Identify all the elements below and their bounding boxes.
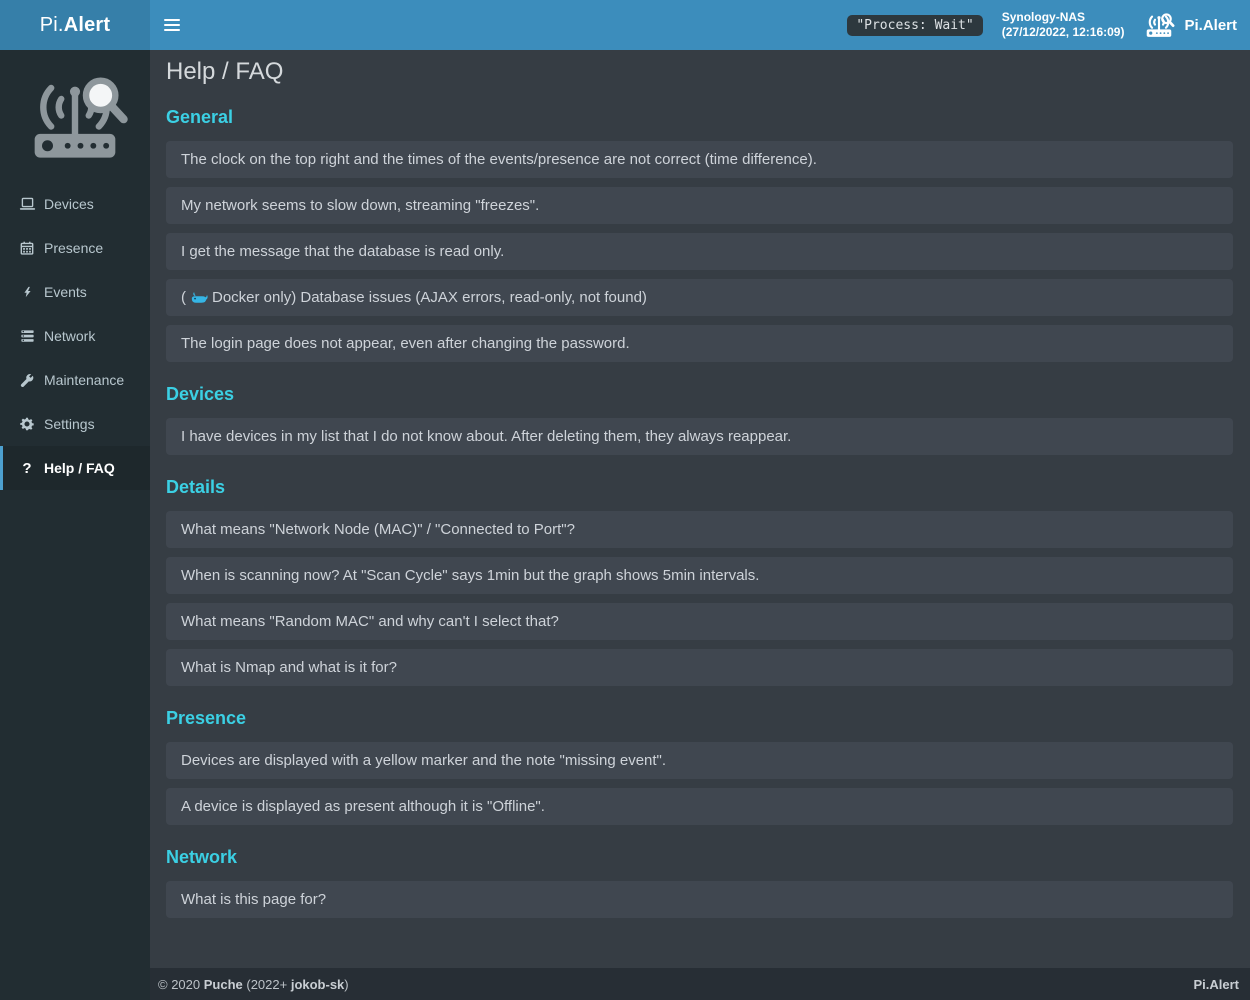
sidebar-item-label: Maintenance [44,372,125,388]
calendar-icon [17,241,37,255]
docker-whale-icon [190,291,208,305]
question-text: Docker only) Database issues (AJAX errors, read-only, not found) [212,289,647,306]
faq-question[interactable] [166,233,1233,270]
faq-question[interactable] [166,742,1233,779]
page-title: Help / FAQ [166,58,284,85]
faq-section-details [166,478,1233,686]
question-text: The login page does not appear, even after changing the password. [181,335,630,352]
content-area [150,50,1250,968]
footer-link-puche[interactable]: Puche [203,976,243,992]
footer [150,968,1250,1000]
question-icon: ? [22,459,32,477]
laptop-icon [17,197,37,211]
pialert-router-icon [1143,8,1175,42]
faq-section-title: Presence [166,708,247,728]
faq-section-general [166,108,1233,362]
sidebar-item-network[interactable] [0,314,150,358]
question-text: What means "Network Node (MAC)" / "Connected to Port"? [181,521,575,538]
sidebar-item-presence[interactable] [0,226,150,270]
faq-section-network [166,848,1233,918]
top-navbar [150,0,1250,50]
network-icon [17,329,37,343]
faq-section-title: General [166,107,234,127]
question-text: The clock on the top right and the times of the events/presence are not correct (time difference). [181,151,817,168]
faq-question[interactable] [166,603,1233,640]
gear-icon [17,417,37,431]
sidebar-item-label: Help / FAQ [44,460,115,476]
faq-section-devices [166,385,1233,455]
wrench-icon [17,373,37,387]
hamburger-icon [164,19,180,21]
faq-section-title: Network [166,847,238,867]
bolt-icon [17,285,37,299]
sidebar-item-events[interactable] [0,270,150,314]
faq-question[interactable] [166,557,1233,594]
copyright-text: © 2020 [158,976,204,992]
top-header [0,0,1250,50]
navbar-right [847,8,1250,42]
faq-question[interactable] [166,511,1233,548]
question-text: I get the message that the database is read only. [181,243,505,260]
pialert-logo-image [0,50,150,182]
sidebar-toggle-button[interactable] [150,0,194,50]
question-text: ( [181,289,186,306]
sidebar-item-maintenance[interactable] [0,358,150,402]
faq-question[interactable] [166,788,1233,825]
faq-question[interactable] [166,141,1233,178]
copyright-text: ) [344,976,349,992]
question-text: A device is displayed as present although it is "Offline". [181,798,545,815]
copyright-text: (2022+ [242,976,291,992]
header-brand [1143,8,1237,42]
question-text: What is this page for? [181,891,327,908]
host-datetime: (27/12/2022, 12:16:09) [1001,25,1125,39]
footer-copyright [158,977,349,992]
question-text: I have devices in my list that I do not know about. After deleting them, they always reappear. [181,428,792,445]
footer-link-jokob-sk[interactable]: jokob-sk [290,976,345,992]
sidebar [0,50,150,1000]
question-text: What is Nmap and what is it for? [181,659,397,676]
sidebar-menu [0,182,150,490]
faq-question[interactable] [166,881,1233,918]
app-logo[interactable] [0,0,150,50]
faq-section-title: Devices [166,384,235,404]
faq-section-title: Details [166,477,226,497]
sidebar-item-label: Events [44,284,87,300]
sidebar-item-label: Devices [44,196,94,212]
app-logo-text: Pi.Alert [39,13,111,36]
sidebar-item-help-faq[interactable] [0,446,150,490]
host-name: Synology-NAS [1001,10,1086,24]
host-info [1002,10,1125,40]
sidebar-item-label: Settings [44,416,95,432]
sidebar-item-label: Network [44,328,96,344]
sidebar-item-label: Presence [44,240,104,256]
faq-question[interactable] [166,649,1233,686]
faq-question[interactable] [166,279,1233,316]
footer-brand: Pi.Alert [1193,976,1239,992]
faq-question[interactable] [166,187,1233,224]
question-text: Devices are displayed with a yellow marker and the note "missing event". [181,752,667,769]
process-status-badge[interactable]: "Process: Wait" [847,15,982,36]
faq-question[interactable] [166,418,1233,455]
question-text: My network seems to slow down, streaming "freezes". [181,197,540,214]
header-brand-label: Pi.Alert [1184,16,1237,34]
question-text: What means "Random MAC" and why can't I select that? [181,613,559,630]
sidebar-item-devices[interactable] [0,182,150,226]
faq-question[interactable] [166,325,1233,362]
question-text: When is scanning now? At "Scan Cycle" says 1min but the graph shows 5min intervals. [181,567,760,584]
faq-sections [166,108,1233,918]
faq-section-presence [166,709,1233,825]
sidebar-item-settings[interactable] [0,402,150,446]
